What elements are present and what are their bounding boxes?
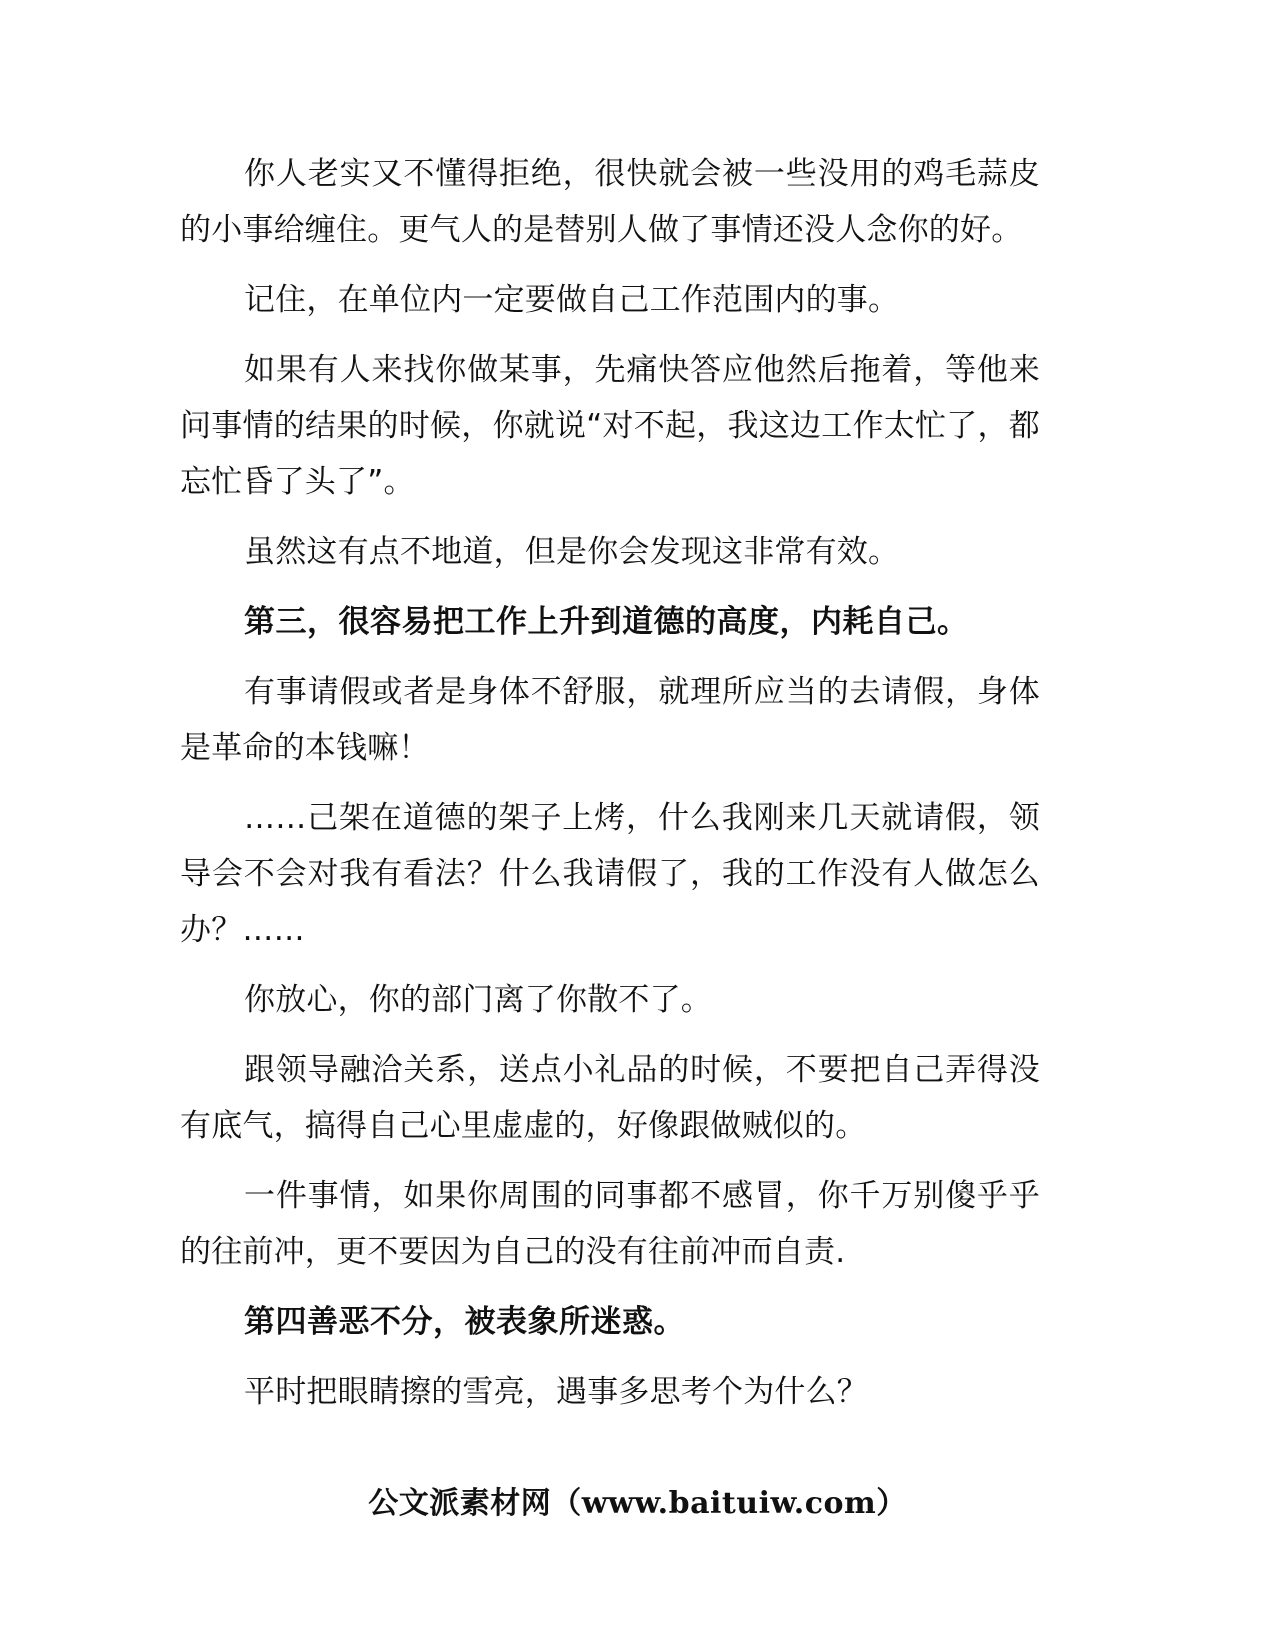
section-heading: 第三，很容易把工作上升到道德的高度，内耗自己。 — [244, 604, 969, 640]
paragraph: 跟领导融洽关系，送点小礼品的时候，不要把自己弄得没有底气，搞得自己心里虚虚的，好像跟做贼似的。 — [180, 1052, 1040, 1144]
paragraph: 你放心，你的部门离了你散不了。 — [244, 982, 712, 1018]
paragraph: 记住，在单位内一定要做自己工作范围内的事。 — [244, 282, 900, 318]
paragraph: 如果有人来找你做某事，先痛快答应他然后拖着，等他来问事情的结果的时候，你就说“对不起，我这边工作太忙了，都忘忙昏了头了”。 — [180, 352, 1040, 500]
section-heading: 第四善恶不分，被表象所迷惑。 — [244, 1304, 685, 1340]
paragraph: ……己架在道德的架子上烤，什么我刚来几天就请假，领导会不会对我有看法？什么我请假了，我的工作没有人做怎么办？…… — [180, 800, 1040, 948]
document-body — [180, 146, 1040, 1434]
paragraph: 平时把眼睛擦的雪亮，遇事多思考个为什么？ — [244, 1374, 868, 1410]
paragraph: 一件事情，如果你周围的同事都不感冒，你千万别傻乎乎的往前冲，更不要因为自己的没有往前冲而自责. — [180, 1178, 1040, 1270]
page-footer: 公文派素材网（www.baituiw.com） — [368, 1486, 907, 1521]
paragraph: 有事请假或者是身体不舒服，就理所应当的去请假，身体是革命的本钱嘛！ — [180, 674, 1040, 766]
paragraph: 虽然这有点不地道，但是你会发现这非常有效。 — [244, 534, 900, 570]
paragraph: 你人老实又不懂得拒绝，很快就会被一些没用的鸡毛蒜皮的小事给缠住。更气人的是替别人做了事情还没人念你的好。 — [180, 156, 1040, 248]
